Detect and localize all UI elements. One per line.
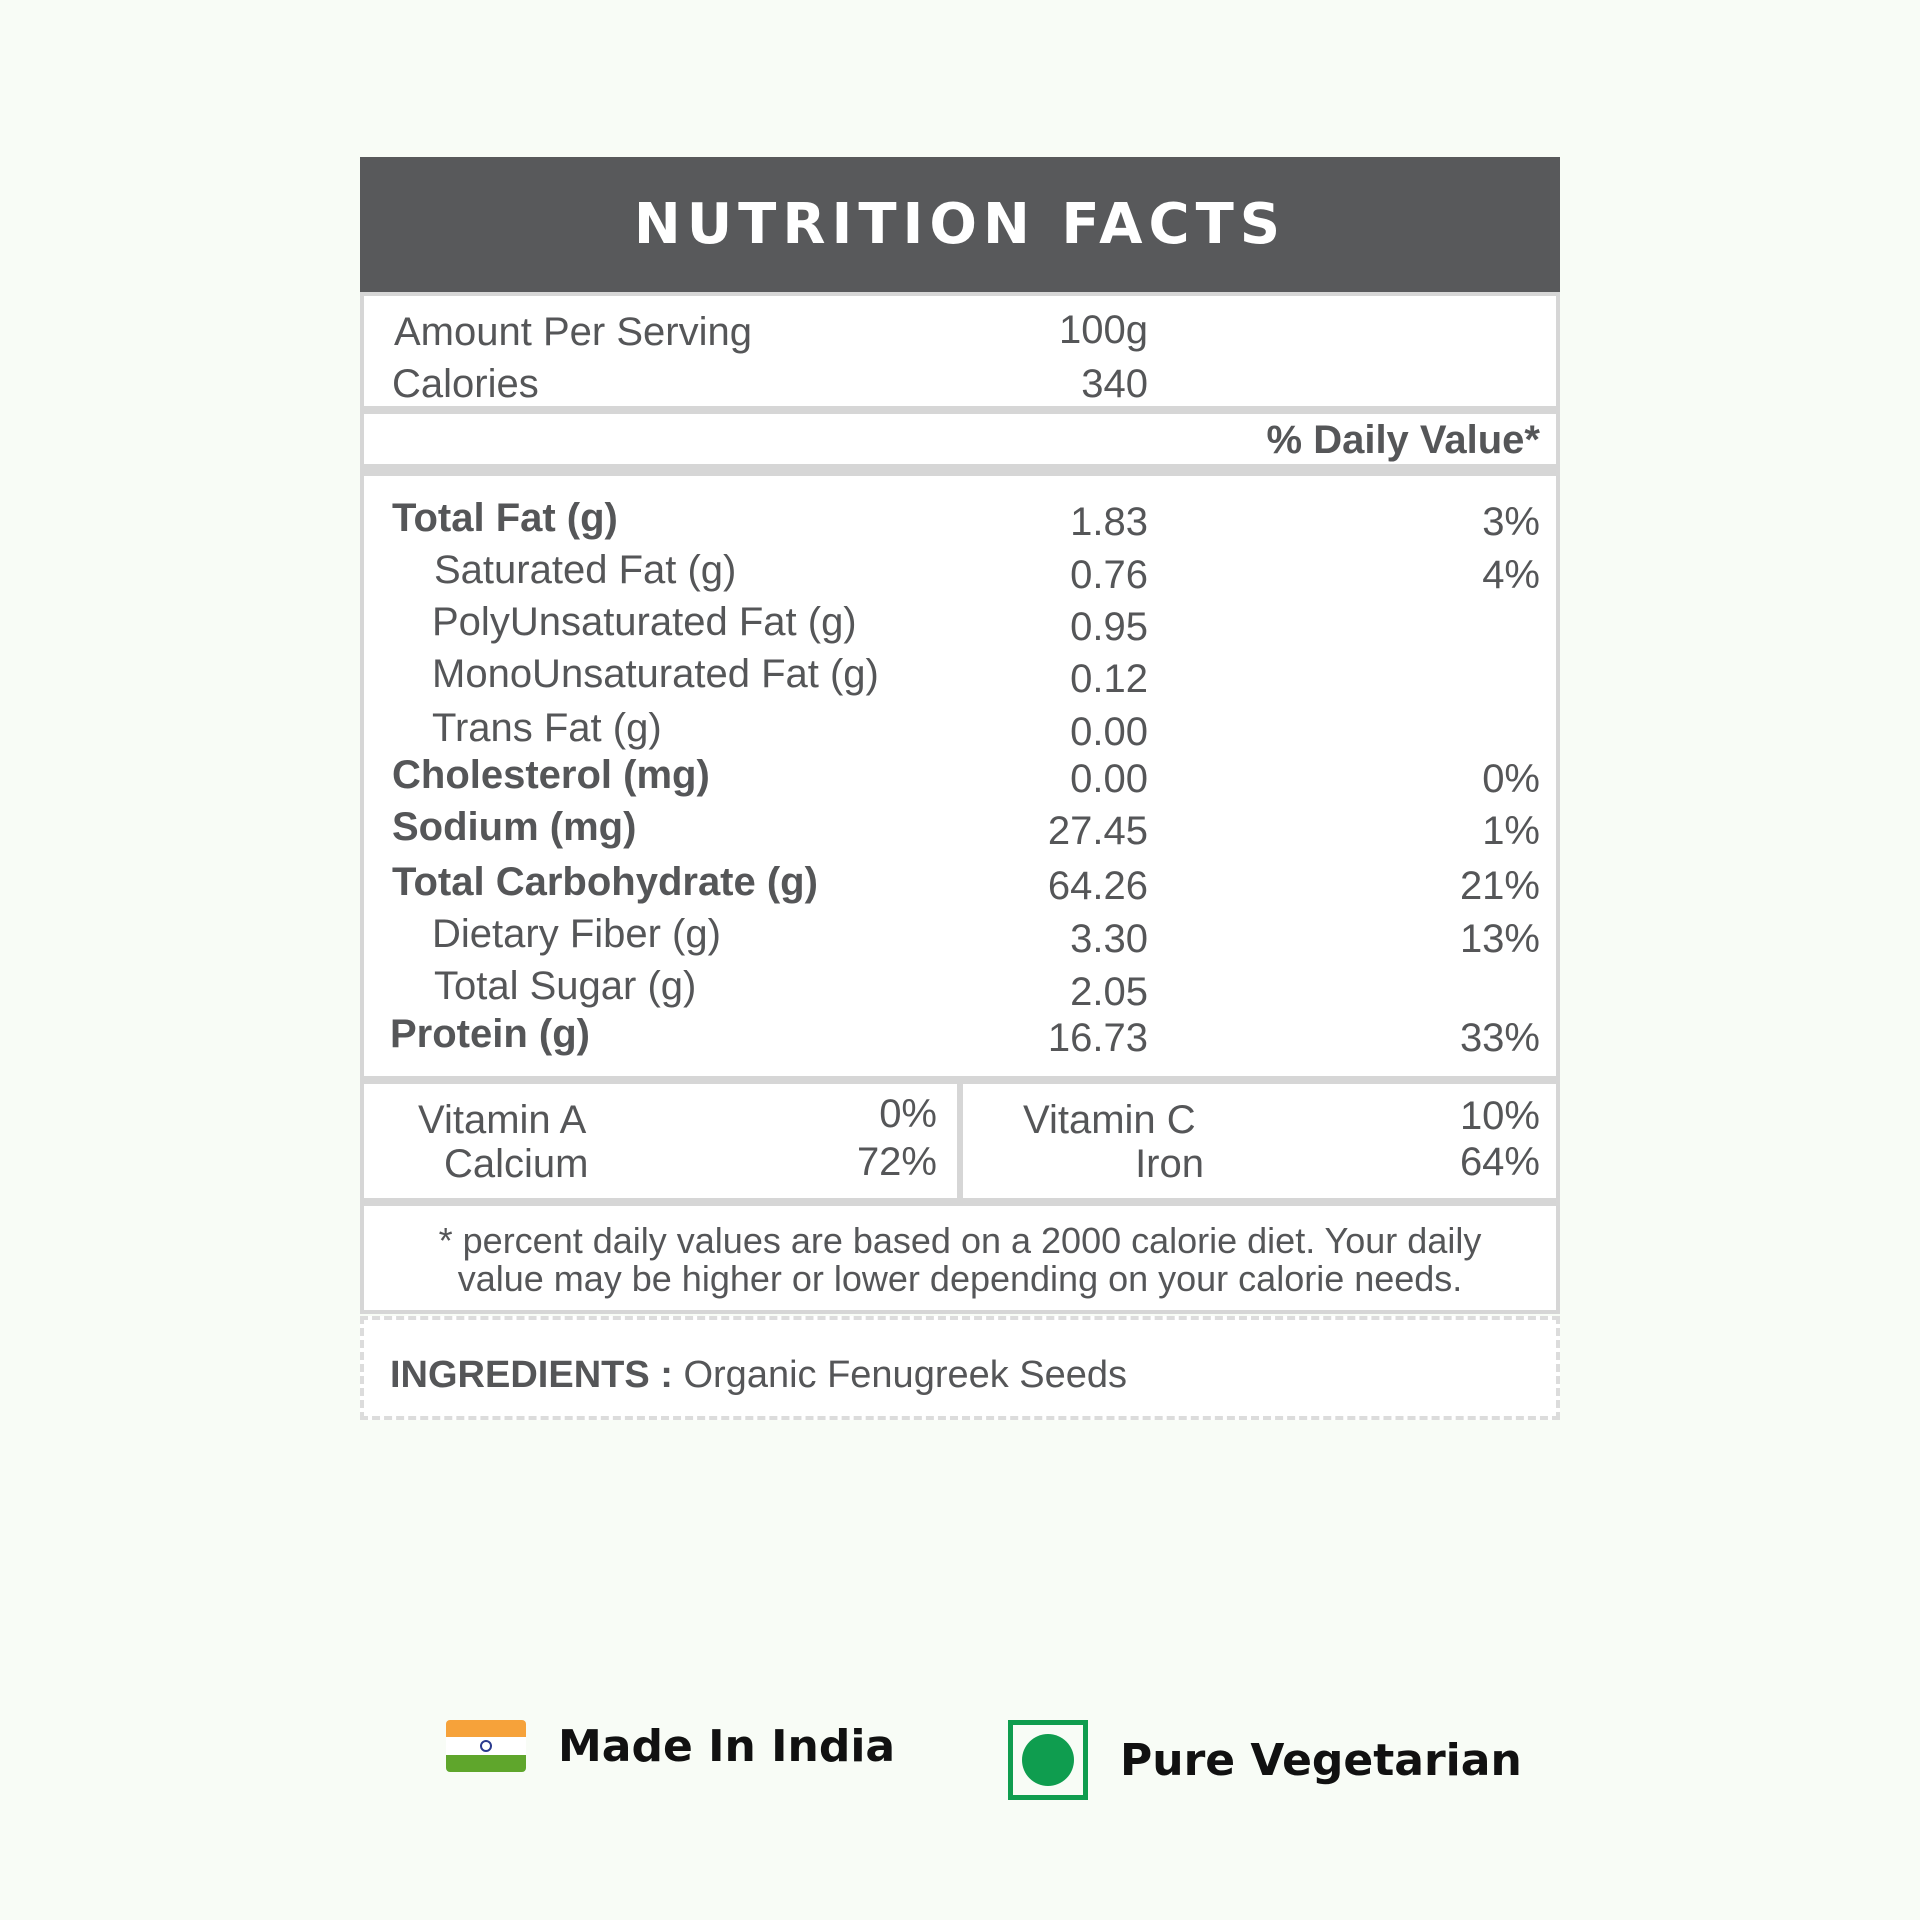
- serving-section: [360, 292, 1560, 410]
- amount-per-serving-value: 100g: [1059, 308, 1148, 352]
- nutrient-daily-value: 0%: [1482, 757, 1540, 801]
- nutrients-section: [360, 468, 1560, 1080]
- made-in-india-label: Made In India: [558, 1720, 896, 1772]
- vitamin-c-value: 10%: [1459, 1094, 1540, 1138]
- iron-label: Iron: [1135, 1142, 1204, 1186]
- nutrient-amount: 0.00: [1070, 757, 1148, 801]
- nutrient-label: MonoUnsaturated Fat (g): [432, 652, 879, 696]
- nutrient-label: Total Carbohydrate (g): [392, 860, 818, 904]
- nutrition-panel: [360, 157, 1560, 1420]
- footnote-section: [360, 1202, 1560, 1314]
- nutrient-amount: 1.83: [1070, 500, 1148, 544]
- ingredients-value: Organic Fenugreek Seeds: [683, 1354, 1128, 1396]
- nutrient-daily-value: 21%: [1459, 864, 1540, 908]
- nutrient-amount: 16.73: [1047, 1016, 1148, 1060]
- nutrient-daily-value: 3%: [1482, 500, 1540, 544]
- nutrient-amount: 27.45: [1047, 809, 1148, 853]
- nutrient-amount: 0.00: [1070, 710, 1148, 754]
- nutrient-amount: 64.26: [1047, 864, 1148, 908]
- vitamin-c-label: Vitamin C: [1023, 1098, 1196, 1142]
- nutrient-label: Protein (g): [390, 1012, 590, 1056]
- footnote-text: [364, 1222, 1556, 1298]
- vitamin-a-label: Vitamin A: [418, 1098, 587, 1142]
- vitamins-left-column: [364, 1084, 957, 1198]
- iron-value: 64%: [1459, 1140, 1540, 1184]
- calcium-value: 72%: [856, 1140, 937, 1184]
- nutrient-label: Total Sugar (g): [434, 964, 697, 1008]
- nutrient-label: Sodium (mg): [392, 805, 637, 849]
- made-in-india-badge: [446, 1720, 895, 1772]
- vitamins-right-column: [957, 1084, 1556, 1198]
- nutrient-amount: 3.30: [1070, 917, 1148, 961]
- nutrient-amount: 0.12: [1070, 657, 1148, 701]
- nutrient-label: Saturated Fat (g): [434, 548, 737, 592]
- pure-vegetarian-badge: [1008, 1720, 1522, 1800]
- india-flag-icon: [446, 1720, 526, 1772]
- pure-vegetarian-label: Pure Vegetarian: [1120, 1734, 1522, 1786]
- nutrient-label: Cholesterol (mg): [392, 753, 710, 797]
- nutrient-amount: 0.76: [1070, 553, 1148, 597]
- nutrient-daily-value: 33%: [1459, 1016, 1540, 1060]
- vitamins-section: [360, 1080, 1560, 1202]
- calcium-label: Calcium: [444, 1142, 589, 1186]
- ingredients-section: [360, 1316, 1560, 1420]
- calories-value: 340: [1081, 362, 1148, 406]
- nutrient-label: Total Fat (g): [392, 496, 618, 540]
- vitamin-a-value: 0%: [879, 1092, 937, 1136]
- nutrient-daily-value: 13%: [1459, 917, 1540, 961]
- nutrient-label: Dietary Fiber (g): [432, 912, 721, 956]
- daily-value-header-row: [360, 410, 1560, 468]
- nutrient-label: PolyUnsaturated Fat (g): [432, 600, 857, 644]
- nutrient-daily-value: 4%: [1482, 553, 1540, 597]
- ingredients-label: INGREDIENTS :: [390, 1354, 673, 1396]
- nutrient-amount: 2.05: [1070, 970, 1148, 1014]
- veg-symbol-icon: [1008, 1720, 1088, 1800]
- nutrient-label: Trans Fat (g): [432, 706, 662, 750]
- ingredients-line: [390, 1354, 1127, 1397]
- amount-per-serving-label: Amount Per Serving: [394, 310, 752, 354]
- footnote-line-2: value may be higher or lower depending on your calorie needs.: [457, 1258, 1463, 1299]
- nutrient-amount: 0.95: [1070, 605, 1148, 649]
- nutrient-daily-value: 1%: [1482, 809, 1540, 853]
- daily-value-header: % Daily Value*: [1266, 418, 1540, 462]
- calories-label: Calories: [392, 362, 539, 406]
- nutrition-title: NUTRITION FACTS: [360, 157, 1560, 292]
- footnote-line-1: * percent daily values are based on a 2000 calorie diet. Your daily: [438, 1220, 1482, 1261]
